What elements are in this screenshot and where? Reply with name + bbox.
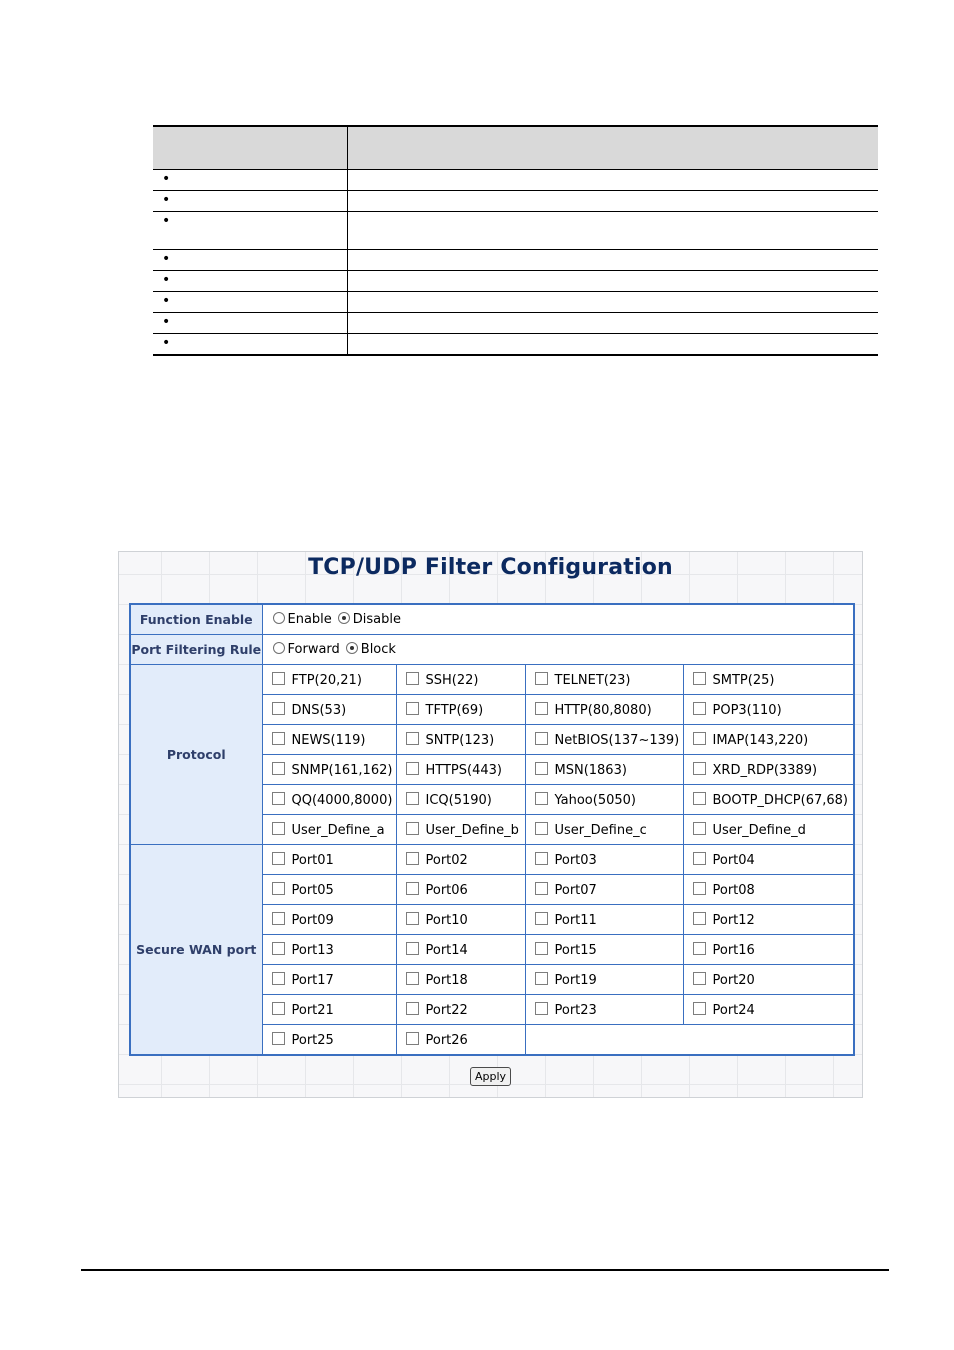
protocol-option[interactable] bbox=[396, 725, 525, 755]
port-filtering-rule-label: Port Filtering Rule bbox=[130, 635, 262, 665]
checkbox[interactable] bbox=[406, 852, 419, 865]
checkbox-label: BOOTP_DHCP(67,68) bbox=[712, 792, 848, 808]
protocol-option[interactable] bbox=[683, 665, 854, 695]
checkbox[interactable] bbox=[535, 822, 548, 835]
checkbox-label: HTTPS(443) bbox=[425, 762, 502, 778]
secure-wan-port-option[interactable] bbox=[262, 965, 396, 995]
doc-table-row bbox=[153, 191, 878, 212]
secure-wan-port-label: Secure WAN port bbox=[130, 845, 262, 1056]
filter-config-screenshot bbox=[118, 551, 863, 1098]
secure-wan-port-option[interactable] bbox=[683, 905, 854, 935]
doc-table-row bbox=[153, 313, 878, 334]
checkbox-label: SMTP(25) bbox=[712, 672, 775, 688]
checkbox[interactable] bbox=[535, 852, 548, 865]
checkbox-label: Port20 bbox=[712, 972, 755, 988]
radio-button[interactable] bbox=[273, 642, 285, 654]
checkbox[interactable] bbox=[406, 912, 419, 925]
checkbox[interactable] bbox=[272, 972, 285, 985]
radio-label: Block bbox=[360, 642, 396, 657]
checkbox-label: Yahoo(5050) bbox=[554, 792, 636, 808]
checkbox[interactable] bbox=[406, 672, 419, 685]
protocol-option[interactable] bbox=[683, 725, 854, 755]
doc-table-cell-parameter bbox=[153, 271, 348, 292]
doc-table-cell-parameter bbox=[153, 334, 348, 355]
radio-label: Enable bbox=[287, 612, 332, 627]
checkbox-label: Port12 bbox=[712, 912, 755, 928]
checkbox[interactable] bbox=[272, 762, 285, 775]
protocol-option[interactable] bbox=[396, 665, 525, 695]
secure-wan-port-option[interactable] bbox=[396, 905, 525, 935]
doc-table-cell-description bbox=[348, 292, 879, 313]
bullet: • bbox=[162, 293, 171, 309]
doc-table-header-col2 bbox=[348, 126, 879, 170]
checkbox-label: Port13 bbox=[291, 942, 334, 958]
checkbox[interactable] bbox=[693, 912, 706, 925]
checkbox-label: DNS(53) bbox=[291, 702, 347, 718]
checkbox[interactable] bbox=[406, 702, 419, 715]
secure-wan-port-option[interactable] bbox=[262, 845, 396, 875]
radio-label: Forward bbox=[287, 642, 340, 657]
checkbox-label: Port17 bbox=[291, 972, 334, 988]
doc-table-cell-parameter bbox=[153, 313, 348, 334]
secure-wan-port-option[interactable] bbox=[262, 1025, 396, 1056]
checkbox[interactable] bbox=[406, 972, 419, 985]
checkbox[interactable] bbox=[535, 672, 548, 685]
checkbox[interactable] bbox=[535, 792, 548, 805]
checkbox[interactable] bbox=[406, 822, 419, 835]
doc-table-row bbox=[153, 271, 878, 292]
bullet: • bbox=[162, 335, 171, 351]
checkbox-label: TELNET(23) bbox=[554, 672, 631, 688]
empty-cell bbox=[525, 1025, 854, 1056]
checkbox-label: Port25 bbox=[291, 1032, 334, 1048]
protocol-option[interactable] bbox=[683, 815, 854, 845]
secure-wan-port-option[interactable] bbox=[396, 965, 525, 995]
page-title: TCP/UDP Filter Configuration bbox=[308, 555, 673, 580]
secure-wan-port-option[interactable] bbox=[262, 905, 396, 935]
doc-table-header-col1 bbox=[153, 126, 348, 170]
function-enable-row bbox=[130, 604, 854, 635]
checkbox[interactable] bbox=[693, 732, 706, 745]
secure-wan-port-option[interactable] bbox=[683, 965, 854, 995]
secure-wan-port-option[interactable] bbox=[262, 995, 396, 1025]
checkbox[interactable] bbox=[272, 792, 285, 805]
doc-table-row bbox=[153, 212, 878, 250]
checkbox[interactable] bbox=[693, 822, 706, 835]
protocol-option[interactable] bbox=[262, 755, 396, 785]
doc-table-cell-parameter bbox=[153, 212, 348, 250]
checkbox[interactable] bbox=[693, 882, 706, 895]
protocol-option[interactable] bbox=[396, 755, 525, 785]
secure-wan-port-row bbox=[130, 845, 854, 875]
checkbox[interactable] bbox=[272, 942, 285, 955]
protocol-option[interactable] bbox=[262, 725, 396, 755]
radio-label: Disable bbox=[352, 612, 402, 627]
radio-button[interactable] bbox=[273, 612, 285, 624]
doc-table-cell-parameter bbox=[153, 170, 348, 191]
checkbox[interactable] bbox=[693, 672, 706, 685]
secure-wan-port-option[interactable] bbox=[683, 995, 854, 1025]
checkbox[interactable] bbox=[535, 702, 548, 715]
checkbox-label: Port22 bbox=[425, 1002, 468, 1018]
secure-wan-port-option[interactable] bbox=[396, 845, 525, 875]
filter-config-table bbox=[129, 603, 855, 1056]
checkbox[interactable] bbox=[535, 942, 548, 955]
checkbox-label: SNMP(161,162) bbox=[291, 762, 393, 778]
protocol-option[interactable] bbox=[525, 785, 683, 815]
doc-table-body bbox=[153, 170, 878, 355]
checkbox-label: POP3(110) bbox=[712, 702, 782, 718]
checkbox-label: FTP(20,21) bbox=[291, 672, 362, 688]
checkbox-label: Port24 bbox=[712, 1002, 755, 1018]
checkbox[interactable] bbox=[406, 882, 419, 895]
secure-wan-port-option[interactable] bbox=[525, 935, 683, 965]
checkbox[interactable] bbox=[272, 1002, 285, 1015]
apply-button[interactable]: Apply bbox=[470, 1067, 511, 1086]
doc-table-cell-parameter bbox=[153, 292, 348, 313]
bullet: • bbox=[162, 314, 171, 330]
doc-table-cell-description bbox=[348, 250, 879, 271]
checkbox-label: SSH(22) bbox=[425, 672, 479, 688]
protocol-option[interactable] bbox=[525, 665, 683, 695]
secure-wan-port-option[interactable] bbox=[525, 905, 683, 935]
secure-wan-port-option[interactable] bbox=[262, 935, 396, 965]
checkbox-label: User_Define_a bbox=[291, 822, 385, 838]
protocol-option[interactable] bbox=[525, 815, 683, 845]
secure-wan-port-option[interactable] bbox=[525, 965, 683, 995]
checkbox-label: Port11 bbox=[554, 912, 597, 928]
protocol-option[interactable] bbox=[683, 755, 854, 785]
secure-wan-port-option[interactable] bbox=[525, 995, 683, 1025]
checkbox[interactable] bbox=[535, 762, 548, 775]
bullet: • bbox=[162, 251, 171, 267]
checkbox-label: Port09 bbox=[291, 912, 334, 928]
protocol-option[interactable] bbox=[262, 665, 396, 695]
secure-wan-port-option[interactable] bbox=[683, 875, 854, 905]
bullet: • bbox=[162, 171, 171, 187]
protocol-option[interactable] bbox=[262, 785, 396, 815]
checkbox[interactable] bbox=[535, 1002, 548, 1015]
secure-wan-port-option[interactable] bbox=[683, 935, 854, 965]
radio-button[interactable] bbox=[346, 642, 358, 654]
checkbox-label: Port06 bbox=[425, 882, 468, 898]
bullet: • bbox=[162, 272, 171, 288]
checkbox[interactable] bbox=[272, 852, 285, 865]
protocol-option[interactable] bbox=[396, 695, 525, 725]
footer-divider bbox=[81, 1269, 889, 1271]
protocol-option[interactable] bbox=[525, 755, 683, 785]
protocol-option[interactable] bbox=[683, 785, 854, 815]
doc-table-cell-parameter bbox=[153, 191, 348, 212]
checkbox-label: Port07 bbox=[554, 882, 597, 898]
secure-wan-port-option[interactable] bbox=[396, 875, 525, 905]
port-filtering-rule-option-block[interactable] bbox=[346, 642, 396, 657]
checkbox[interactable] bbox=[272, 732, 285, 745]
doc-table-cell-description bbox=[348, 313, 879, 334]
checkbox-label: IMAP(143,220) bbox=[712, 732, 809, 748]
checkbox-label: NEWS(119) bbox=[291, 732, 366, 748]
checkbox-label: Port21 bbox=[291, 1002, 334, 1018]
doc-table-cell-description bbox=[348, 212, 879, 250]
checkbox[interactable] bbox=[693, 1002, 706, 1015]
doc-table-cell-description bbox=[348, 271, 879, 292]
protocol-option[interactable] bbox=[525, 725, 683, 755]
doc-table-header bbox=[153, 126, 878, 170]
doc-parameter-table bbox=[153, 125, 878, 356]
checkbox[interactable] bbox=[693, 852, 706, 865]
checkbox-label: Port23 bbox=[554, 1002, 597, 1018]
checkbox-label: Port14 bbox=[425, 942, 468, 958]
checkbox-label: Port18 bbox=[425, 972, 468, 988]
bullet: • bbox=[162, 213, 171, 229]
doc-table-row bbox=[153, 250, 878, 271]
port-filtering-rule-option-forward[interactable] bbox=[273, 642, 340, 657]
checkbox[interactable] bbox=[693, 702, 706, 715]
checkbox[interactable] bbox=[406, 1032, 419, 1045]
checkbox[interactable] bbox=[406, 762, 419, 775]
checkbox-label: Port04 bbox=[712, 852, 755, 868]
secure-wan-port-option[interactable] bbox=[396, 1025, 525, 1056]
checkbox-label: Port05 bbox=[291, 882, 334, 898]
protocol-option[interactable] bbox=[683, 695, 854, 725]
doc-table-row bbox=[153, 292, 878, 313]
checkbox-label: QQ(4000,8000) bbox=[291, 792, 393, 808]
checkbox[interactable] bbox=[535, 972, 548, 985]
checkbox-label: SNTP(123) bbox=[425, 732, 495, 748]
protocol-row bbox=[130, 665, 854, 695]
checkbox-label: Port02 bbox=[425, 852, 468, 868]
checkbox[interactable] bbox=[272, 822, 285, 835]
checkbox-label: Port08 bbox=[712, 882, 755, 898]
checkbox[interactable] bbox=[693, 792, 706, 805]
radio-button[interactable] bbox=[338, 612, 350, 624]
checkbox[interactable] bbox=[535, 912, 548, 925]
checkbox[interactable] bbox=[535, 732, 548, 745]
checkbox[interactable] bbox=[272, 672, 285, 685]
checkbox[interactable] bbox=[693, 972, 706, 985]
checkbox-label: TFTP(69) bbox=[425, 702, 484, 718]
protocol-label: Protocol bbox=[130, 665, 262, 845]
checkbox-label: Port26 bbox=[425, 1032, 468, 1048]
filter-config-body bbox=[130, 604, 854, 1055]
checkbox[interactable] bbox=[272, 1032, 285, 1045]
doc-table-cell-parameter bbox=[153, 250, 348, 271]
checkbox[interactable] bbox=[693, 942, 706, 955]
checkbox-label: ICQ(5190) bbox=[425, 792, 492, 808]
function-enable-options bbox=[262, 604, 854, 635]
checkbox[interactable] bbox=[272, 912, 285, 925]
protocol-option[interactable] bbox=[262, 815, 396, 845]
protocol-option[interactable] bbox=[262, 695, 396, 725]
doc-table-cell-description bbox=[348, 334, 879, 355]
checkbox[interactable] bbox=[406, 942, 419, 955]
secure-wan-port-option[interactable] bbox=[525, 845, 683, 875]
bullet: • bbox=[162, 192, 171, 208]
checkbox-label: User_Define_d bbox=[712, 822, 806, 838]
secure-wan-port-option[interactable] bbox=[683, 845, 854, 875]
protocol-option[interactable] bbox=[396, 815, 525, 845]
checkbox-label: Port15 bbox=[554, 942, 597, 958]
checkbox-label: Port16 bbox=[712, 942, 755, 958]
secure-wan-port-option[interactable] bbox=[396, 935, 525, 965]
function-enable-label: Function Enable bbox=[130, 604, 262, 635]
doc-table-row bbox=[153, 334, 878, 355]
checkbox-label: Port01 bbox=[291, 852, 334, 868]
port-filtering-rule-row bbox=[130, 635, 854, 665]
function-enable-option-enable[interactable] bbox=[273, 612, 332, 627]
checkbox-label: User_Define_c bbox=[554, 822, 647, 838]
secure-wan-port-option[interactable] bbox=[262, 875, 396, 905]
checkbox-label: Port03 bbox=[554, 852, 597, 868]
checkbox[interactable] bbox=[406, 792, 419, 805]
checkbox[interactable] bbox=[406, 732, 419, 745]
checkbox-label: NetBIOS(137~139) bbox=[554, 732, 680, 748]
port-filtering-rule-options bbox=[262, 635, 854, 665]
doc-table-cell-description bbox=[348, 191, 879, 212]
checkbox[interactable] bbox=[272, 702, 285, 715]
function-enable-option-disable[interactable] bbox=[338, 612, 401, 627]
doc-table-cell-description bbox=[348, 170, 879, 191]
checkbox-label: Port10 bbox=[425, 912, 468, 928]
checkbox[interactable] bbox=[693, 762, 706, 775]
checkbox-label: Port19 bbox=[554, 972, 597, 988]
checkbox-label: HTTP(80,8080) bbox=[554, 702, 652, 718]
checkbox[interactable] bbox=[535, 882, 548, 895]
checkbox[interactable] bbox=[406, 1002, 419, 1015]
checkbox-label: User_Define_b bbox=[425, 822, 519, 838]
checkbox-label: MSN(1863) bbox=[554, 762, 627, 778]
protocol-option[interactable] bbox=[525, 695, 683, 725]
secure-wan-port-option[interactable] bbox=[525, 875, 683, 905]
secure-wan-port-option[interactable] bbox=[396, 995, 525, 1025]
checkbox-label: XRD_RDP(3389) bbox=[712, 762, 818, 778]
checkbox[interactable] bbox=[272, 882, 285, 895]
protocol-option[interactable] bbox=[396, 785, 525, 815]
doc-table-row bbox=[153, 170, 878, 191]
